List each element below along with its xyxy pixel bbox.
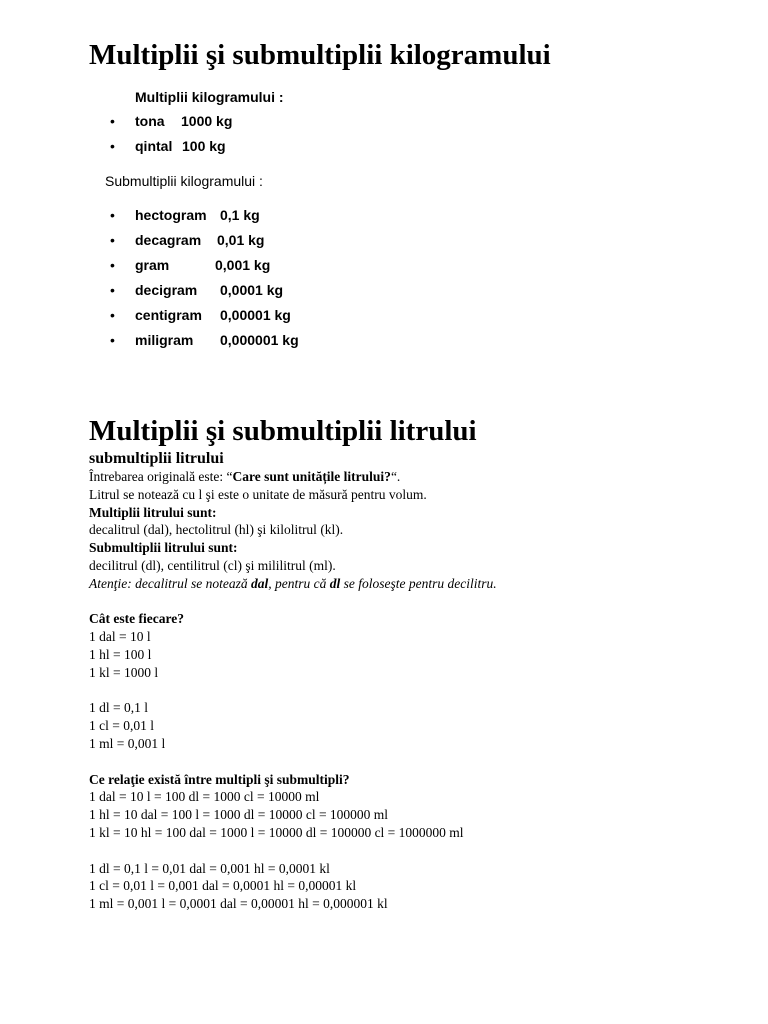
spacer (89, 842, 497, 860)
unit-value: 0,001 kg (215, 257, 271, 273)
question-text: Care sunt unitățile litrului? (232, 469, 391, 484)
question-line (89, 468, 497, 486)
bullet-icon: • (110, 282, 115, 298)
unit-value: 0,1 kg (220, 207, 260, 223)
equation-line: 1 kl = 1000 l (89, 664, 159, 680)
equation-line: 1 hl = 10 dal = 100 l = 1000 dl = 10000 cl = 100000 ml (89, 807, 389, 823)
attention-note (89, 575, 497, 593)
note-part: Atenţie: decalitrul se notează (89, 575, 251, 591)
unit-value: 1000 kg (181, 113, 233, 129)
section-title-litre: Multiplii şi submultiplii litrului (89, 415, 477, 447)
equation-line: 1 ml = 0,001 l (89, 735, 166, 751)
equation-line: 1 cl = 0,01 l (89, 718, 154, 734)
unit-value: 0,0001 kg (220, 282, 284, 298)
equation-line: 1 kl = 10 hl = 100 dal = 1000 l = 10000 dl = 100000 cl = 1000000 ml (89, 824, 464, 840)
bullet-icon: • (110, 138, 115, 154)
question-suffix: “. (390, 469, 401, 484)
bullet-icon: • (110, 232, 115, 248)
note-part: dal (250, 575, 269, 591)
bullet-icon: • (110, 207, 115, 223)
equation-line: 1 dal = 10 l (89, 629, 151, 645)
relation-heading: Ce relaţie există între multipli şi submultipli? (89, 771, 350, 787)
unit-name: tona (135, 113, 165, 129)
unit-name: hectogram (135, 207, 207, 223)
litre-submultiples-text: decilitrul (dl), centilitrul (cl) şi mililitrul (ml). (89, 557, 336, 573)
equation-line: 1 dal = 10 l = 100 dl = 1000 cl = 10000 ml (89, 789, 320, 805)
spacer (89, 753, 497, 771)
unit-value: 0,01 kg (217, 232, 265, 248)
unit-name: qintal (135, 138, 173, 154)
litre-subtitle: submultiplii litrului (89, 450, 224, 467)
equation-line: 1 ml = 0,001 l = 0,0001 dal = 0,00001 hl = 0,000001 kl (89, 896, 388, 912)
how-much-heading: Cât este fiecare? (89, 611, 184, 627)
multiples-kg-heading: Multiplii kilogramului : (135, 89, 284, 105)
bullet-icon: • (110, 257, 115, 273)
unit-value: 0,00001 kg (220, 307, 291, 323)
note-part: , pentru că (268, 575, 330, 591)
note-part: dl (329, 575, 341, 591)
submultiples-kg-heading: Submultiplii kilogramului : (105, 173, 263, 189)
note-part: se foloseşte pentru decilitru. (340, 575, 497, 591)
section-title-kilogram: Multiplii şi submultiplii kilogramului (89, 39, 551, 71)
unit-value: 100 kg (182, 138, 226, 154)
equation-line: 1 dl = 0,1 l (89, 700, 148, 716)
unit-name: gram (135, 257, 170, 273)
litre-body (89, 449, 497, 913)
equation-line: 1 dl = 0,1 l = 0,01 dal = 0,001 hl = 0,0001 kl (89, 860, 330, 876)
unit-value: 0,000001 kg (220, 332, 299, 348)
litre-intro: Litrul se notează cu l şi este o unitate de măsură pentru volum. (89, 486, 427, 502)
bullet-icon: • (110, 307, 115, 323)
spacer (89, 682, 497, 700)
equation-line: 1 hl = 100 l (89, 646, 152, 662)
question-prefix: Întrebarea originală este: “ (89, 469, 233, 484)
unit-name: decigram (135, 282, 198, 298)
unit-name: decagram (135, 232, 202, 248)
unit-name: miligram (135, 332, 194, 348)
bullet-icon: • (110, 113, 115, 129)
bullet-icon: • (110, 332, 115, 348)
equation-line: 1 cl = 0,01 l = 0,001 dal = 0,0001 hl = 0,00001 kl (89, 878, 357, 894)
spacer (89, 593, 497, 611)
litre-multiples-heading: Multiplii litrului sunt: (89, 504, 217, 520)
unit-name: centigram (135, 307, 202, 323)
litre-submultiples-heading: Submultiplii litrului sunt: (89, 540, 238, 556)
litre-multiples-text: decalitrul (dal), hectolitrul (hl) şi kilolitrul (kl). (89, 522, 344, 538)
